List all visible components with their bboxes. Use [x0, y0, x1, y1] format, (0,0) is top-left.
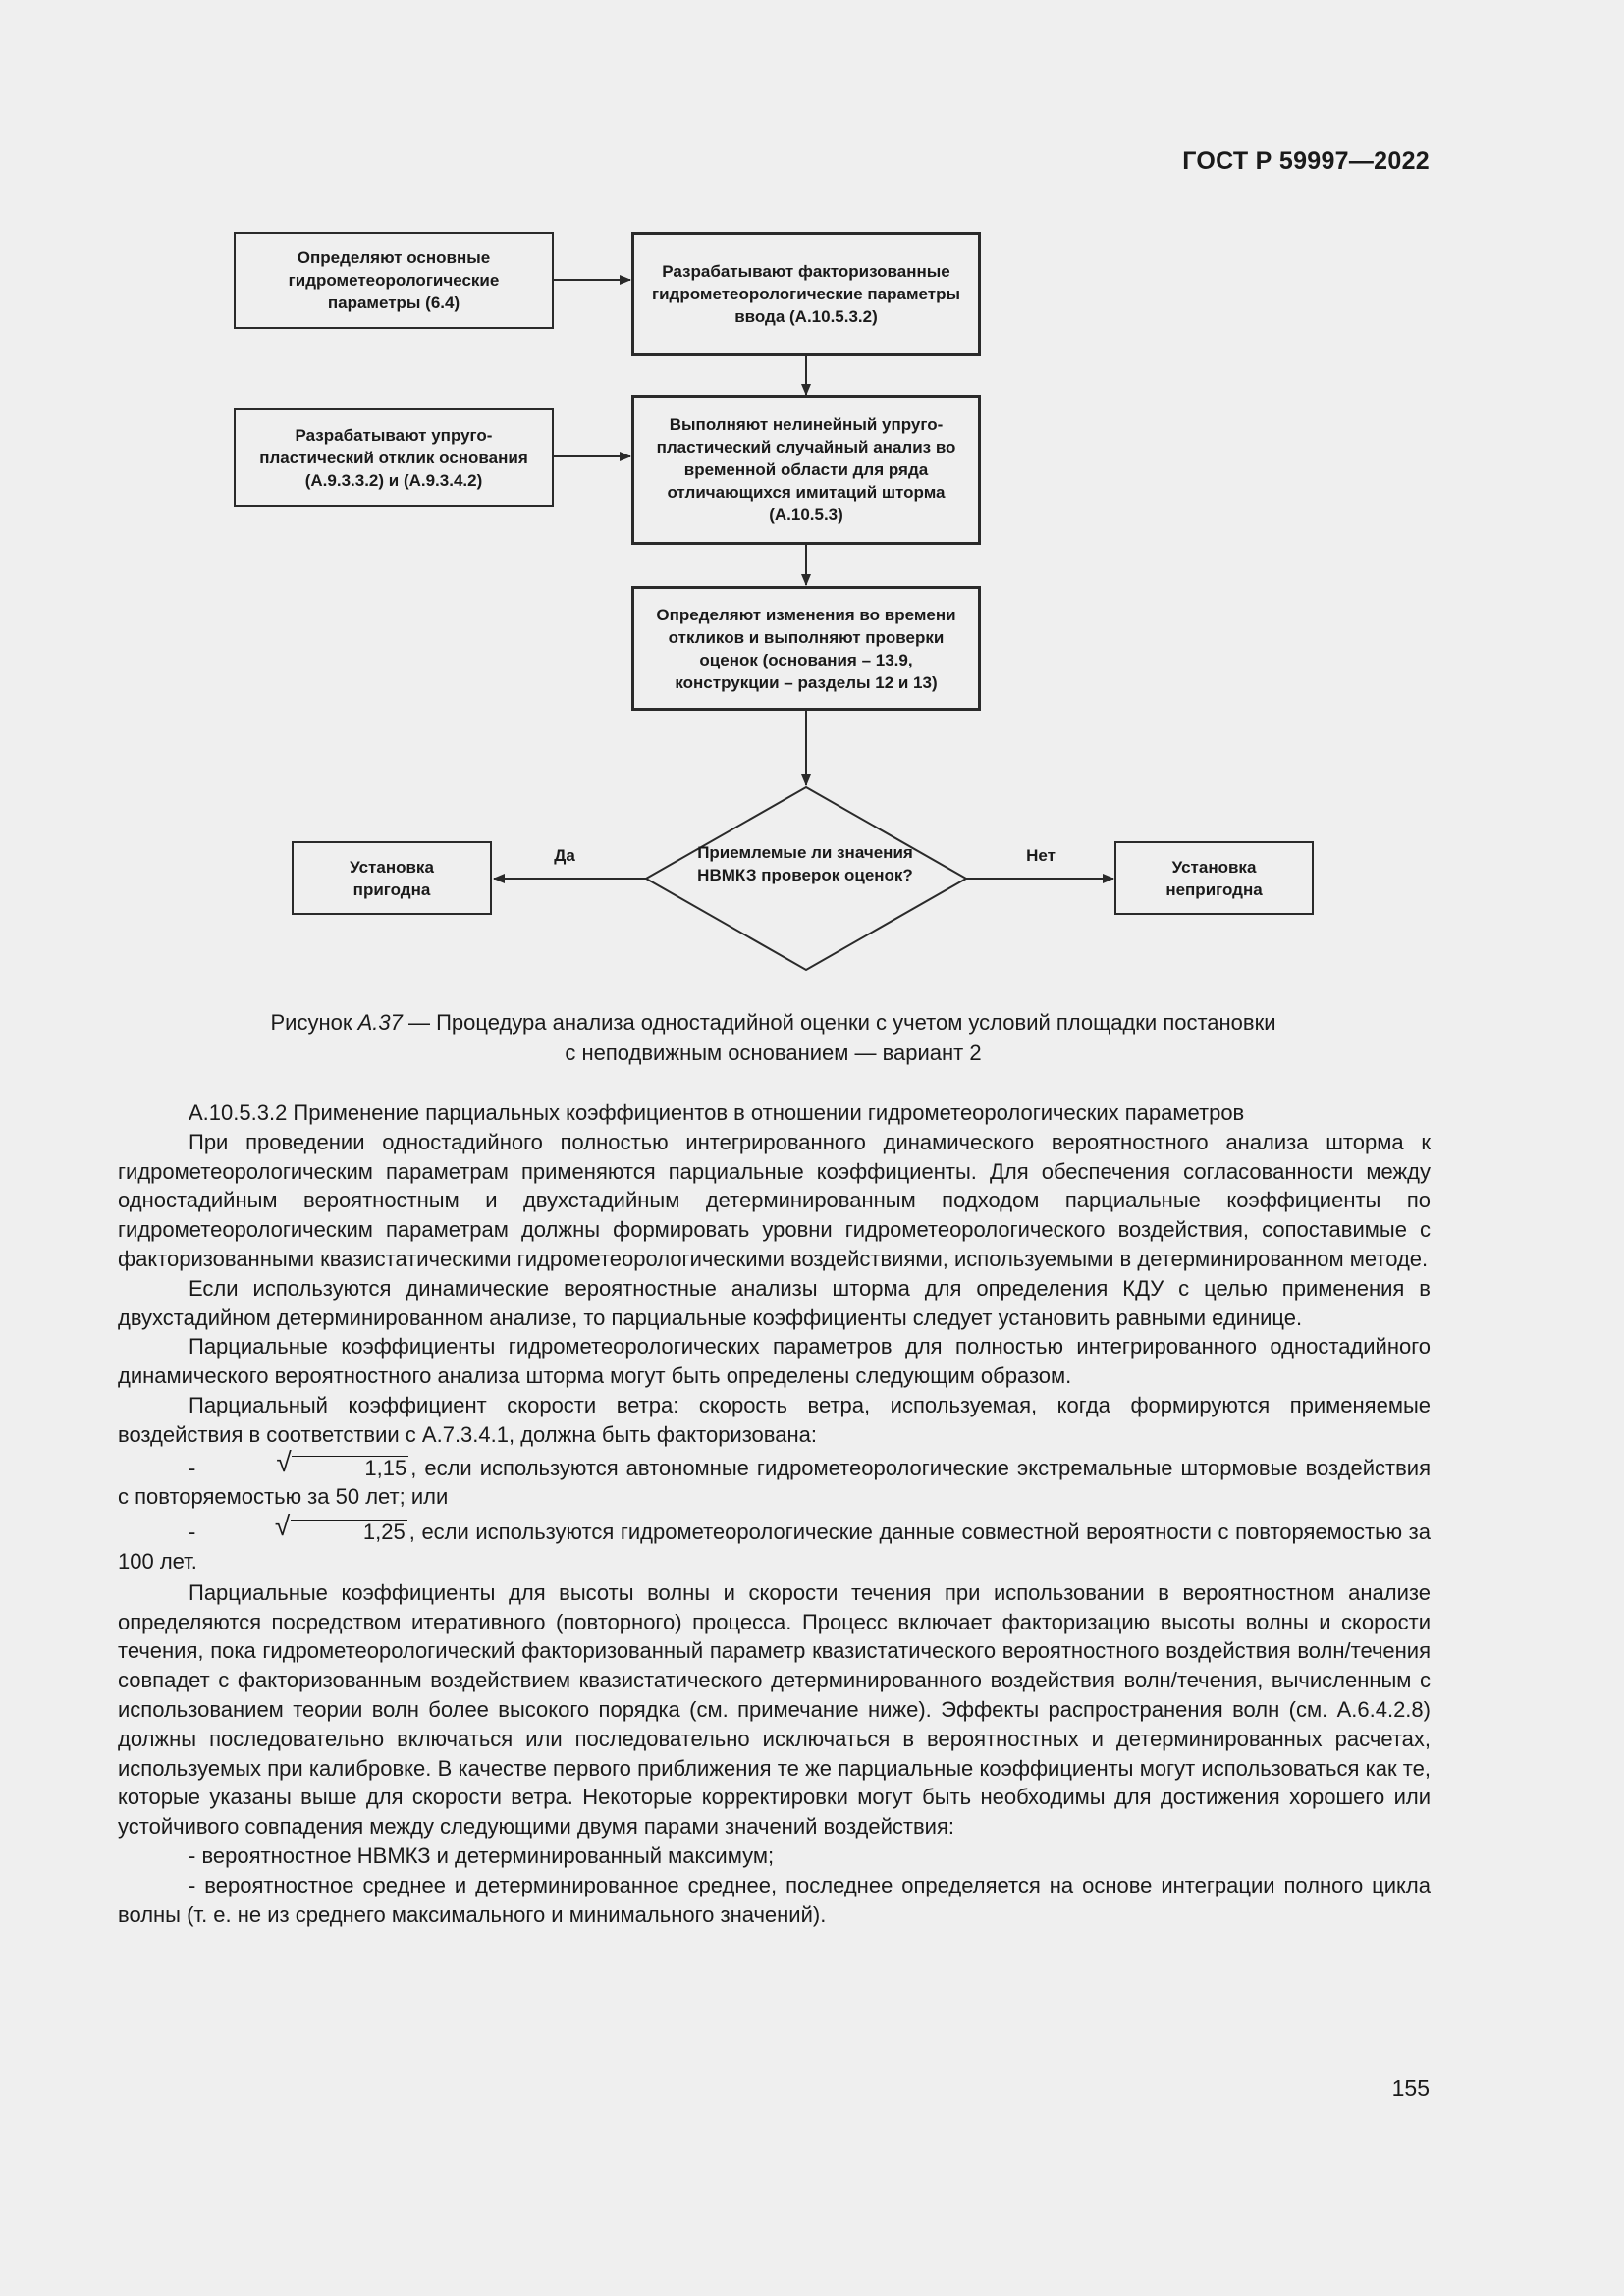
list-item-sqrt-115 — [118, 1446, 1431, 1513]
paragraph: Парциальные коэффициенты гидрометеорологических параметров для полностью интегрированного одностадийного динамического вероятностного анализа шторма могут быть определены следующим образом. — [118, 1334, 1431, 1389]
list-item-text: , если используются автономные гидрометеорологические экстремальные штормовые воздействия с повторяемостью за 50 лет; или — [118, 1455, 1431, 1510]
document-code: ГОСТ Р 59997—2022 — [1182, 147, 1430, 175]
paragraph: Парциальный коэффициент скорости ветра: скорость ветра, используемая, когда формируются применяемые воздействия в соответствии с А.7.3.4.1, должна быть факторизована: — [118, 1392, 1431, 1447]
sqrt-formula — [204, 1511, 407, 1547]
page-number: 155 — [1391, 2075, 1430, 2101]
box-factorized-params: Разрабатывают факторизованные гидрометеорологические параметры ввода (А.10.5.3.2) — [631, 232, 981, 356]
paragraph: Парциальные коэффициенты для высоты волны и скорости течения при использовании в вероятностном анализе определяются посредством итеративного (повторного) процесса. Процесс включает факторизацию высоты волны и скорости течения, пока гидрометеорологический факторизованный параметр квазистатического вероятностного воздействия волн/течения совпадет с факторизованным воздействием квазистатического детерминированного воздействия волн/течения, вычисленным с использованием теории волн более высокого порядка (см. примечание ниже). Эффекты распространения волн (см. А.6.4.2.8) должны последовательно включаться или последовательно исключаться в вероятностных и детерминированных расчетах, используемых при калибровке. В качестве первого приближения те же парциальные коэффициенты могут использоваться как те, которые указаны выше для скорости ветра. Некоторые корректировки могут быть необходимы для достижения хорошего или устойчивого совпадения между следующими двумя парами значений воздействия: — [118, 1579, 1431, 1840]
caption-title-part-1: — Процедура анализа одностадийной оценки с учетом условий площадки постановки — [402, 1010, 1276, 1035]
box-time-changes: Определяют изменения во времени откликов и выполняют проверки оценок (основания – 13.9, конструкции – разделы 12 и 13) — [631, 586, 981, 711]
box-main-params: Определяют основные гидрометеорологические параметры (6.4) — [234, 232, 554, 329]
sqrt-icon: √ — [274, 1511, 291, 1542]
figure-caption — [118, 1007, 1429, 1068]
section-heading: А.10.5.3.2 Применение парциальных коэффициентов в отношении гидрометеорологических параметров — [189, 1100, 1245, 1125]
list-dash: - — [189, 1455, 196, 1480]
flowchart — [0, 0, 1624, 982]
caption-prefix: Рисунок — [270, 1010, 358, 1035]
decision-text: Приемлемые ли значения НВМКЗ проверок оценок? — [697, 843, 913, 884]
yes-label: Да — [554, 846, 575, 865]
caption-line-1 — [118, 1007, 1429, 1038]
sqrt-formula — [205, 1446, 408, 1483]
sqrt-icon: √ — [276, 1446, 292, 1477]
caption-figure-number: А.37 — [357, 1010, 403, 1035]
box-installation-fit: Установка пригодна — [292, 841, 492, 915]
box-installation-unfit: Установка непригодна — [1114, 841, 1314, 915]
list-item-sqrt-125 — [118, 1511, 1431, 1576]
box-nonlinear-analysis: Выполняют нелинейный упруго-пластический случайный анализ во временной области для ряда отличающихся имитаций шторма (А.10.5.3) — [631, 395, 981, 545]
paragraph: Если используются динамические вероятностные анализы шторма для определения КДУ с целью применения в двухстадийном детерминированном анализе, то парциальные коэффициенты следует установить равными единице. — [118, 1275, 1431, 1330]
box-foundation-response: Разрабатывают упруго-пластический отклик основания (А.9.3.3.2) и (А.9.3.4.2) — [234, 408, 554, 507]
no-label: Нет — [1026, 846, 1056, 865]
list-item: - вероятностное среднее и детерминированное среднее, последнее определяется на основе интеграции полного цикла волны (т. е. не из среднего максимального и минимального значений). — [118, 1872, 1431, 1927]
sqrt-value: 1,25 — [291, 1520, 407, 1544]
paragraph: При проведении одностадийного полностью интегрированного динамического вероятностного анализа шторма к гидрометеорологическим параметрам применяются парциальные коэффициенты. Для обеспечения согласованности между одностадийным вероятностным и двухстадийным детерминированным подходом парциальные коэффициенты по гидрометеорологическим параметрам должны формировать уровни гидрометеорологического воздействия, сопоставимые с факторизованными квазистатическими гидрометеорологическими воздействиями, используемыми в детерминированном методе. — [118, 1129, 1431, 1271]
body-text — [118, 1098, 1431, 1929]
caption-line-2: с неподвижным основанием — вариант 2 — [565, 1041, 982, 1065]
list-item: - вероятностное НВМКЗ и детерминированный максимум; — [189, 1842, 775, 1868]
sqrt-value: 1,15 — [292, 1456, 408, 1480]
list-dash: - — [189, 1520, 196, 1545]
list-item-text: , если используются гидрометеорологические данные совместной вероятности с повторяемостью за 100 лет. — [118, 1520, 1431, 1574]
